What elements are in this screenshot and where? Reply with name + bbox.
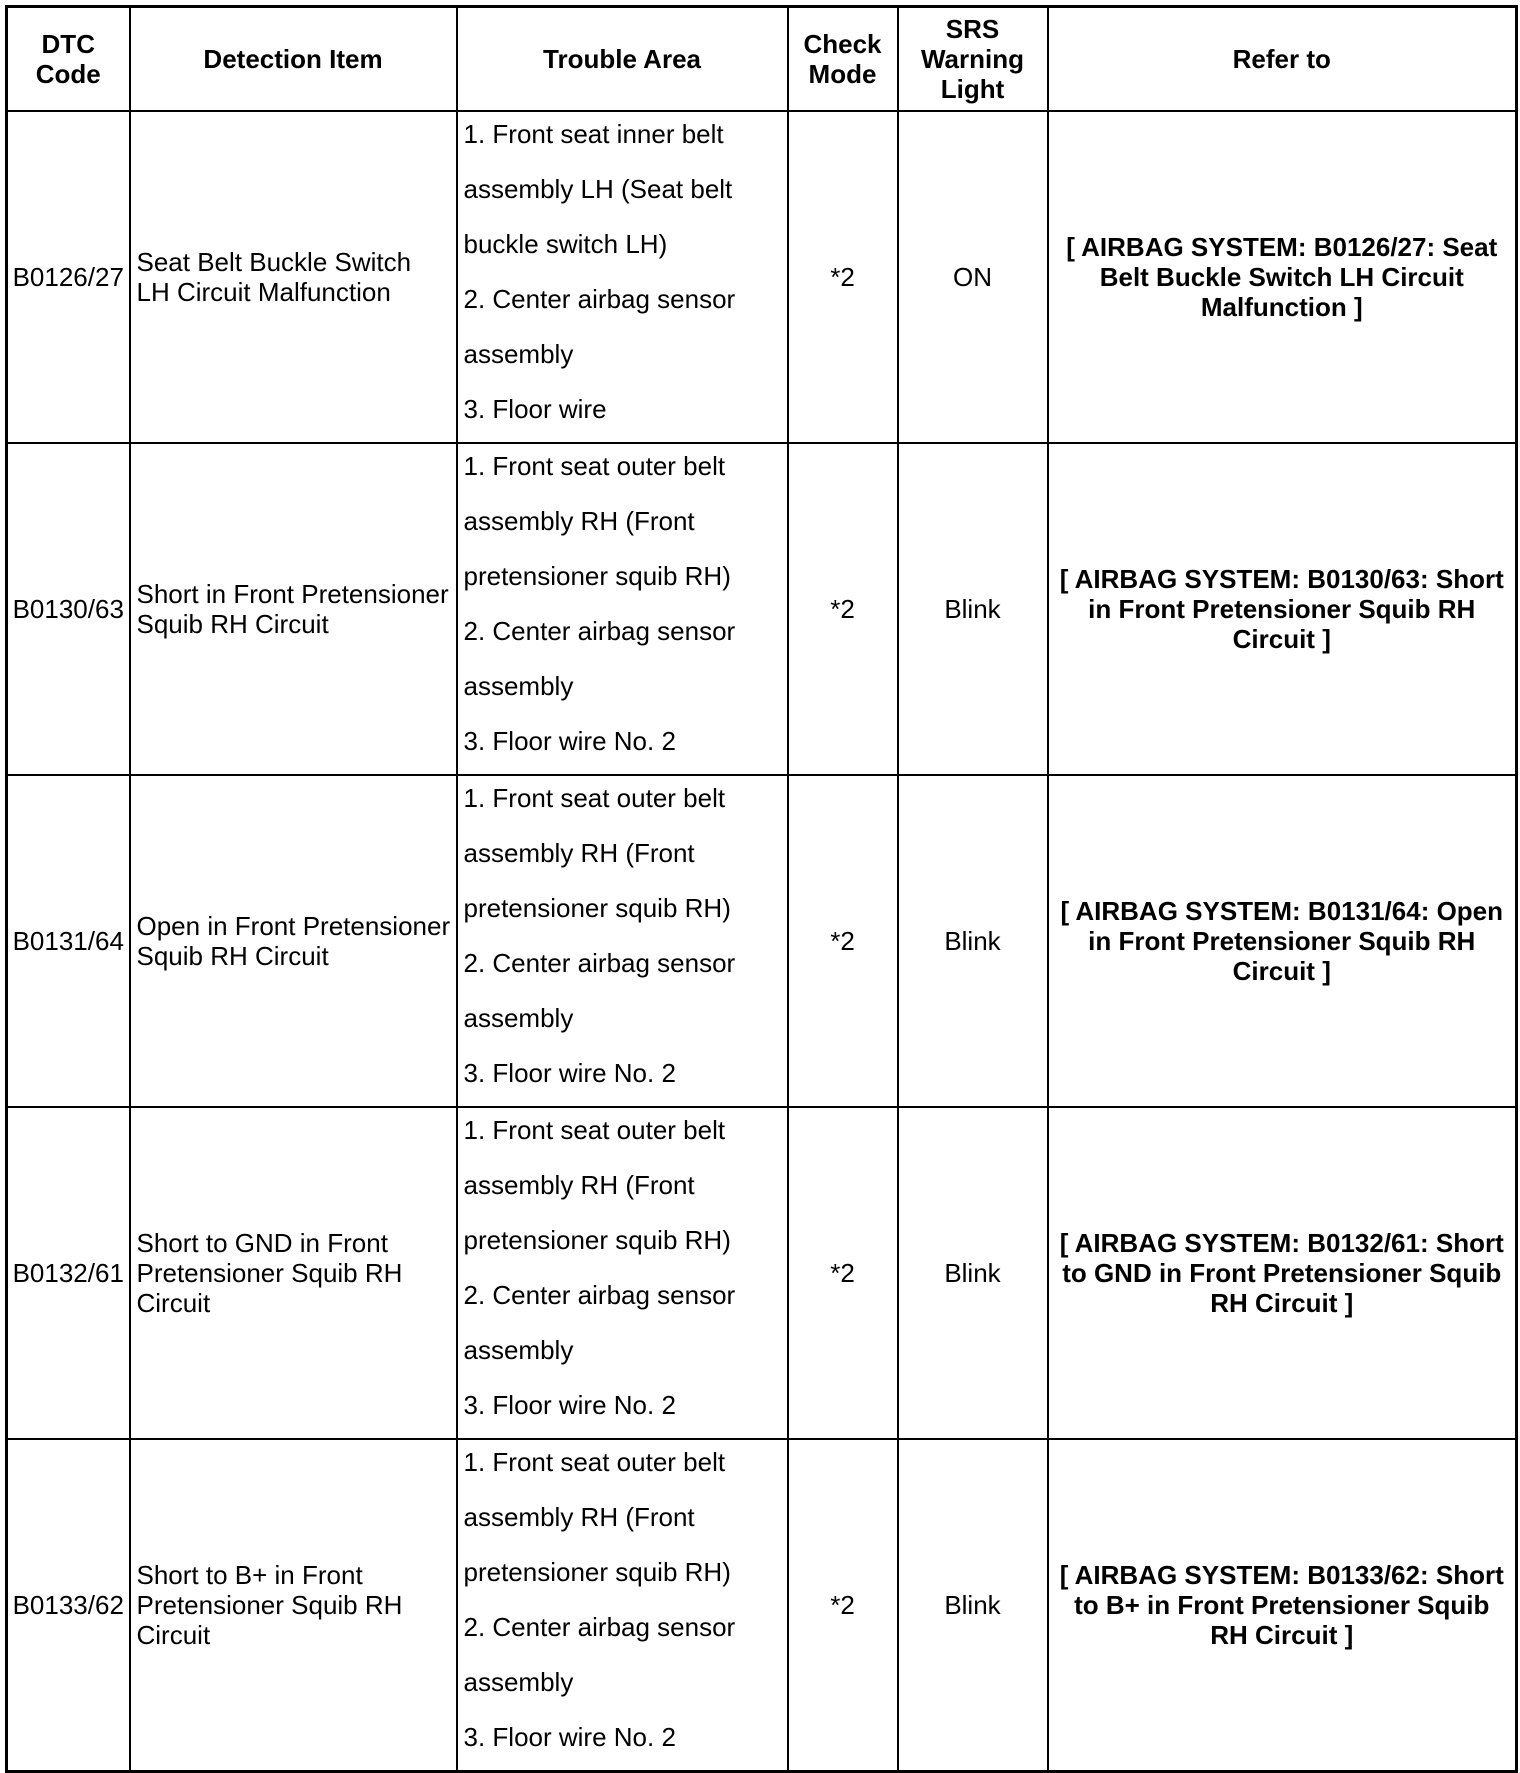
trouble-area-line: 3. Floor wire No. 2 bbox=[463, 1058, 676, 1088]
trouble-area-cell bbox=[457, 111, 788, 443]
header-check-mode: Check Mode bbox=[788, 7, 898, 112]
check-mode-cell: *2 bbox=[788, 775, 898, 1107]
header-trouble-area: Trouble Area bbox=[457, 7, 788, 112]
detection-item-cell: Short to B+ in Front Pretensioner Squib RH Circuit bbox=[130, 1439, 457, 1772]
trouble-area-cell bbox=[457, 443, 788, 775]
trouble-area-line: 3. Floor wire No. 2 bbox=[463, 726, 676, 756]
dtc-code-cell: B0126/27 bbox=[7, 111, 130, 443]
trouble-area-line: assembly RH (Front bbox=[463, 506, 695, 536]
trouble-area-line: assembly RH (Front bbox=[463, 838, 695, 868]
trouble-area-line: 2. Center airbag sensor bbox=[463, 284, 736, 314]
table-row bbox=[7, 111, 1517, 443]
table-row bbox=[7, 443, 1517, 775]
dtc-code-cell: B0130/63 bbox=[7, 443, 130, 775]
check-mode-cell: *2 bbox=[788, 111, 898, 443]
trouble-area-line: assembly bbox=[463, 1667, 574, 1697]
refer-to-link[interactable]: [ AIRBAG SYSTEM: B0132/61: Short to GND in Front Pretensioner Squib RH Circuit ] bbox=[1048, 1107, 1517, 1439]
trouble-area-line: assembly bbox=[463, 1003, 574, 1033]
dtc-table bbox=[5, 5, 1518, 1773]
trouble-area-line: assembly RH (Front bbox=[463, 1502, 695, 1532]
srs-warning-light-cell: ON bbox=[898, 111, 1048, 443]
refer-to-link[interactable]: [ AIRBAG SYSTEM: B0126/27: Seat Belt Buckle Switch LH Circuit Malfunction ] bbox=[1048, 111, 1517, 443]
srs-warning-light-cell: Blink bbox=[898, 775, 1048, 1107]
trouble-area-line: buckle switch LH) bbox=[463, 229, 668, 259]
trouble-area-line: 1. Front seat outer belt bbox=[463, 1115, 726, 1145]
trouble-area-line: 2. Center airbag sensor bbox=[463, 1280, 736, 1310]
header-row bbox=[7, 7, 1517, 112]
dtc-code-cell: B0133/62 bbox=[7, 1439, 130, 1772]
trouble-area-line: pretensioner squib RH) bbox=[463, 893, 731, 923]
header-refer-to: Refer to bbox=[1048, 7, 1517, 112]
trouble-area-line: 1. Front seat inner belt bbox=[463, 119, 724, 149]
header-dtc-code: DTC Code bbox=[7, 7, 130, 112]
detection-item-cell: Open in Front Pretensioner Squib RH Circuit bbox=[130, 775, 457, 1107]
table-row bbox=[7, 775, 1517, 1107]
header-detection-item: Detection Item bbox=[130, 7, 457, 112]
table-body bbox=[7, 111, 1517, 1772]
trouble-area-line: 1. Front seat outer belt bbox=[463, 783, 726, 813]
srs-warning-light-cell: Blink bbox=[898, 1439, 1048, 1772]
trouble-area-cell bbox=[457, 1439, 788, 1772]
refer-to-link[interactable]: [ AIRBAG SYSTEM: B0130/63: Short in Front Pretensioner Squib RH Circuit ] bbox=[1048, 443, 1517, 775]
trouble-area-line: pretensioner squib RH) bbox=[463, 561, 731, 591]
check-mode-cell: *2 bbox=[788, 1107, 898, 1439]
trouble-area-line: pretensioner squib RH) bbox=[463, 1557, 731, 1587]
trouble-area-line: 2. Center airbag sensor bbox=[463, 1612, 736, 1642]
trouble-area-line: assembly bbox=[463, 671, 574, 701]
trouble-area-cell bbox=[457, 775, 788, 1107]
dtc-code-cell: B0132/61 bbox=[7, 1107, 130, 1439]
header-srs-warning-light: SRS Warning Light bbox=[898, 7, 1048, 112]
dtc-code-cell: B0131/64 bbox=[7, 775, 130, 1107]
trouble-area-line: 3. Floor wire No. 2 bbox=[463, 1722, 676, 1752]
table-header bbox=[7, 7, 1517, 112]
trouble-area-line: 2. Center airbag sensor bbox=[463, 616, 736, 646]
detection-item-cell: Short in Front Pretensioner Squib RH Circuit bbox=[130, 443, 457, 775]
detection-item-cell: Short to GND in Front Pretensioner Squib RH Circuit bbox=[130, 1107, 457, 1439]
srs-warning-light-cell: Blink bbox=[898, 443, 1048, 775]
trouble-area-line: 1. Front seat outer belt bbox=[463, 1447, 726, 1477]
check-mode-cell: *2 bbox=[788, 443, 898, 775]
srs-warning-light-cell: Blink bbox=[898, 1107, 1048, 1439]
trouble-area-line: assembly bbox=[463, 339, 574, 369]
refer-to-link[interactable]: [ AIRBAG SYSTEM: B0131/64: Open in Front Pretensioner Squib RH Circuit ] bbox=[1048, 775, 1517, 1107]
trouble-area-line: 3. Floor wire No. 2 bbox=[463, 1390, 676, 1420]
trouble-area-line: pretensioner squib RH) bbox=[463, 1225, 731, 1255]
trouble-area-line: 1. Front seat outer belt bbox=[463, 451, 726, 481]
table-row bbox=[7, 1439, 1517, 1772]
trouble-area-line: assembly LH (Seat belt bbox=[463, 174, 733, 204]
detection-item-cell: Seat Belt Buckle Switch LH Circuit Malfunction bbox=[130, 111, 457, 443]
refer-to-link[interactable]: [ AIRBAG SYSTEM: B0133/62: Short to B+ in Front Pretensioner Squib RH Circuit ] bbox=[1048, 1439, 1517, 1772]
trouble-area-line: assembly bbox=[463, 1335, 574, 1365]
trouble-area-line: 3. Floor wire bbox=[463, 394, 607, 424]
trouble-area-line: 2. Center airbag sensor bbox=[463, 948, 736, 978]
trouble-area-line: assembly RH (Front bbox=[463, 1170, 695, 1200]
trouble-area-cell bbox=[457, 1107, 788, 1439]
table-row bbox=[7, 1107, 1517, 1439]
check-mode-cell: *2 bbox=[788, 1439, 898, 1772]
